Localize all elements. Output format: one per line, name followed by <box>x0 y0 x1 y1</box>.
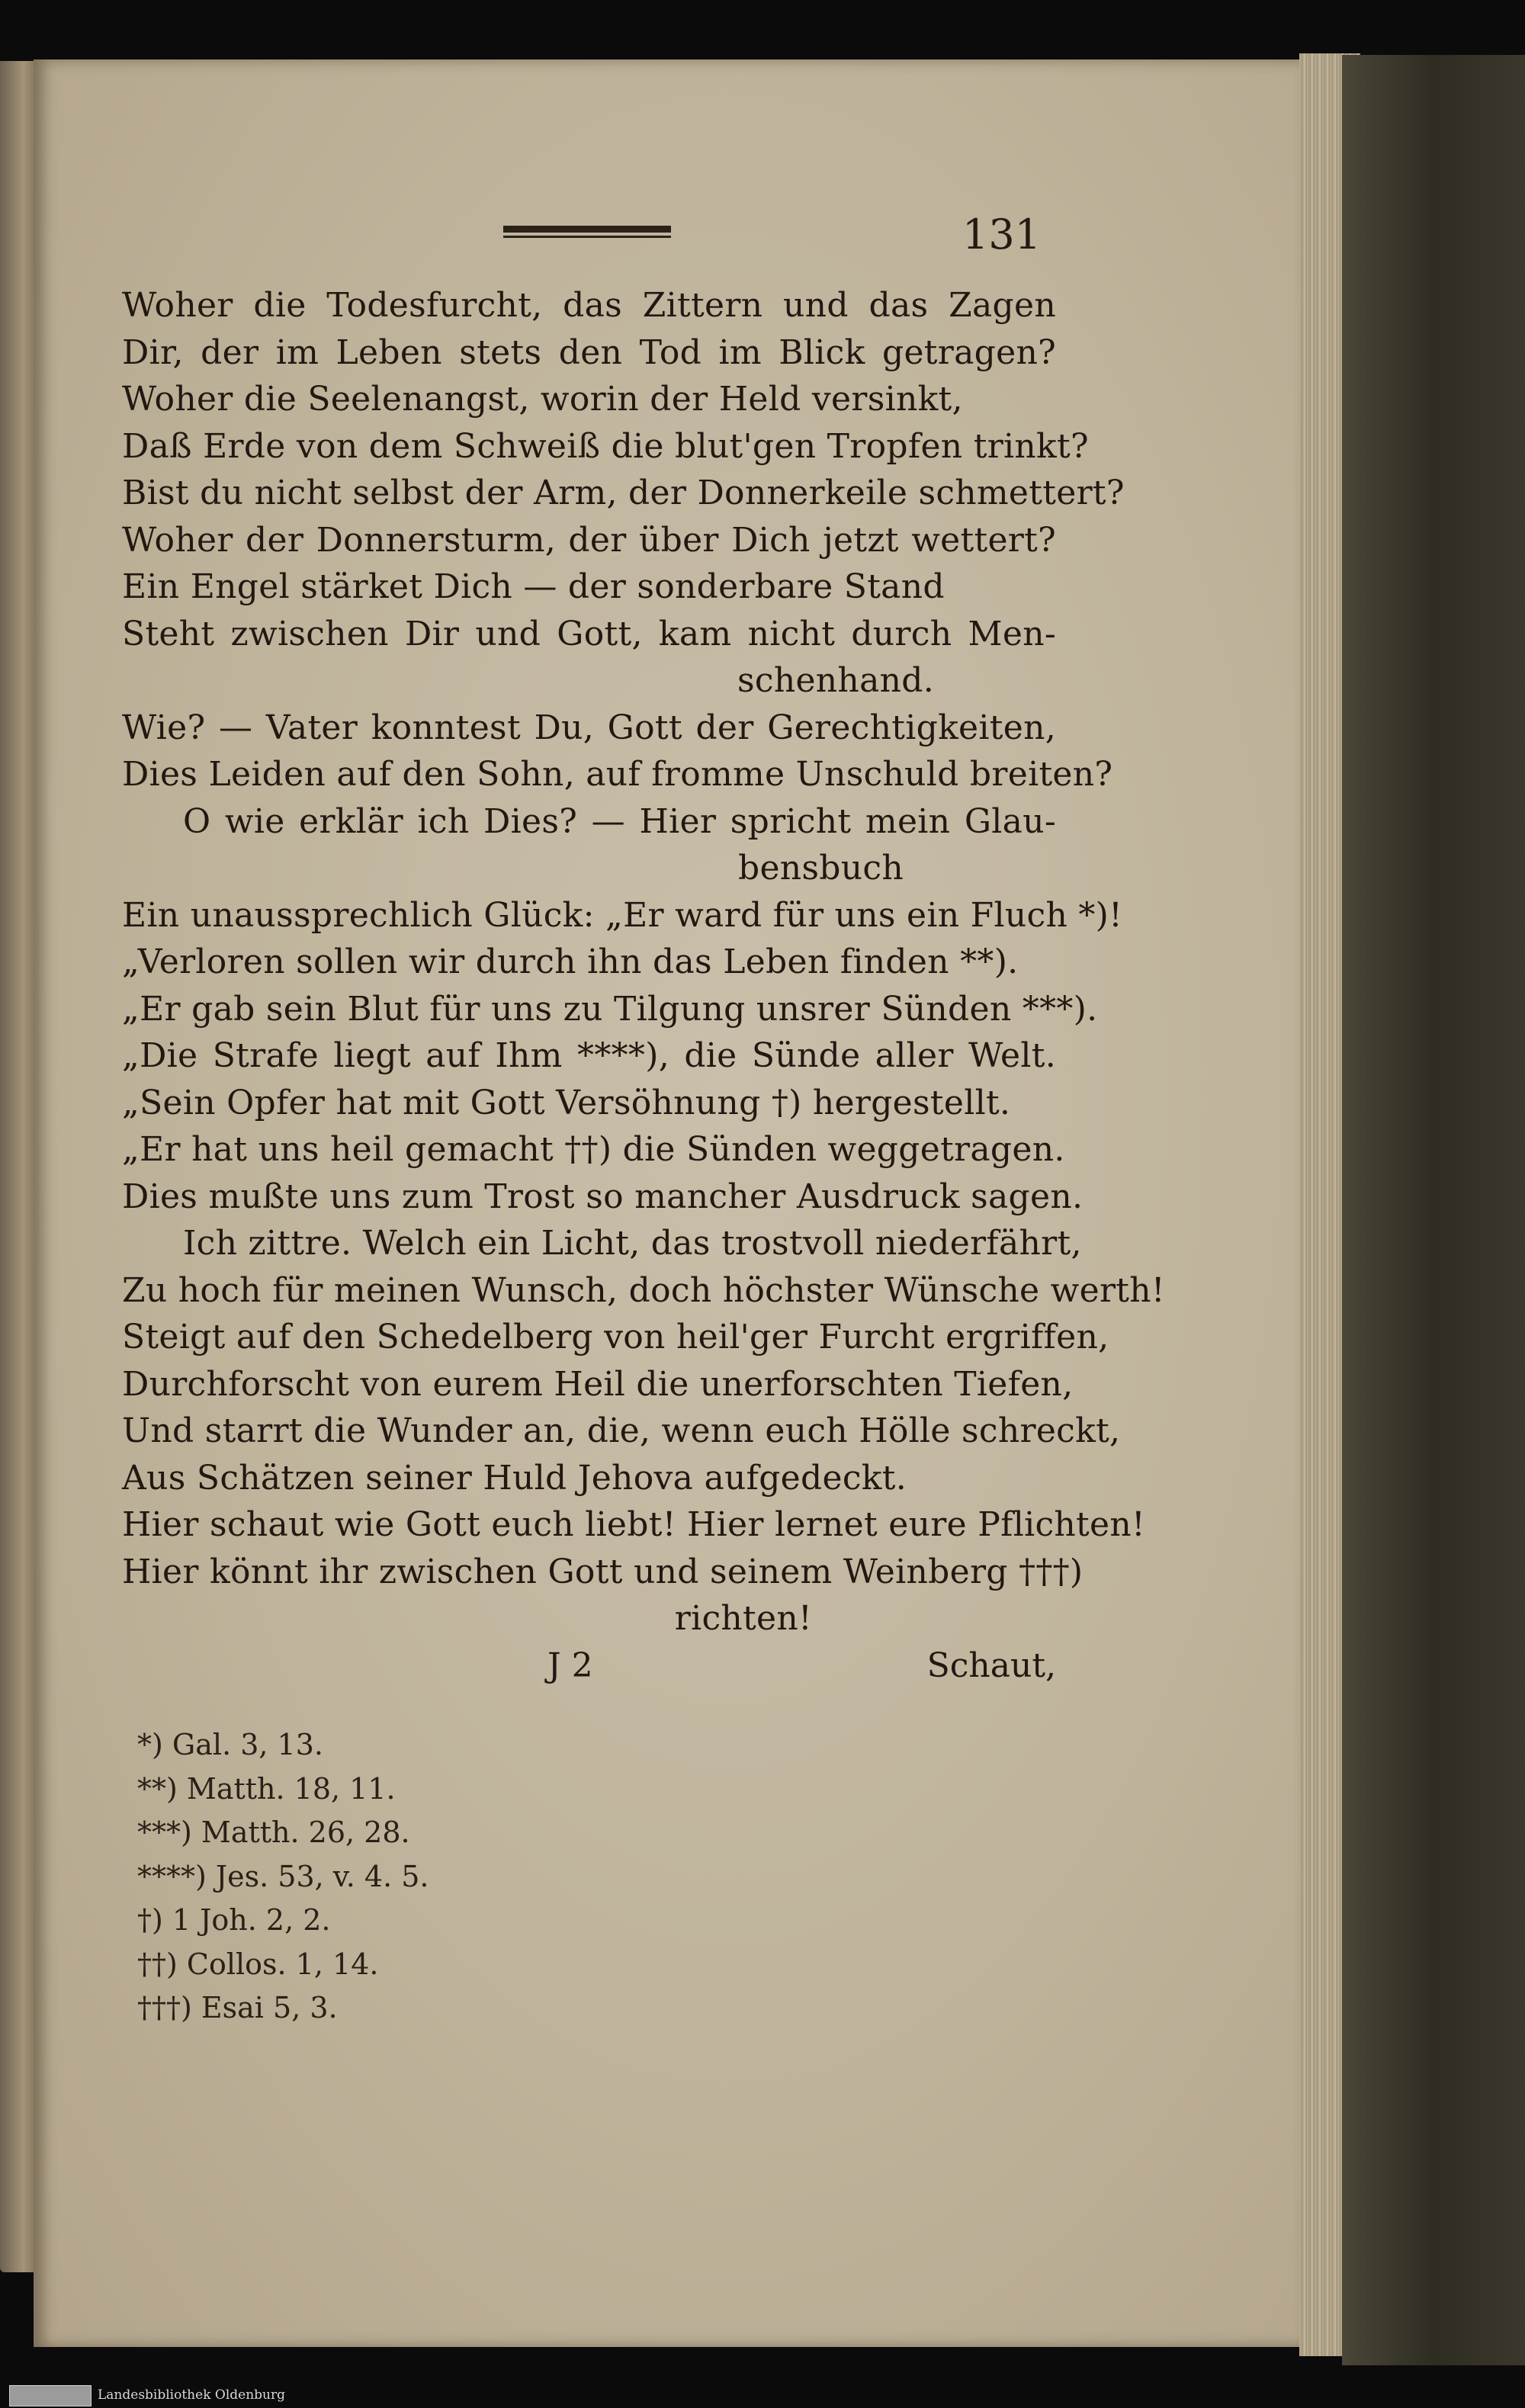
footnote: †) 1 Joh. 2, 2. <box>137 1903 331 1937</box>
poem-line: Wie? — Vater konntest Du, Gott der Gerechtigkeiten, <box>122 708 1056 747</box>
poem-line: Steigt auf den Schedelberg von heil'ger Furcht ergriffen, <box>122 1318 1109 1357</box>
poem-line: Hier könnt ihr zwischen Gott und seinem Weinberg †††) <box>122 1552 1084 1591</box>
poem-line: Dir, der im Leben stets den Tod im Blick getragen? <box>122 332 1056 372</box>
poem-line: „Die Strafe liegt auf Ihm ****), die Sünde aller Welt. <box>122 1036 1056 1075</box>
footnotes <box>137 1723 429 2031</box>
poem-line-runover: richten! <box>674 1599 812 1638</box>
poem-line: Hier schaut wie Gott euch liebt! Hier lernet eure Pflichten! <box>122 1505 1145 1544</box>
poem-line: Und starrt die Wunder an, die, wenn euch Hölle schreckt, <box>122 1411 1121 1450</box>
poem-line: Ich zittre. Welch ein Licht, das trostvoll niederfährt, <box>183 1224 1082 1263</box>
page-number: 131 <box>962 210 1042 258</box>
poem-line: Ein unaussprechlich Glück: „Er ward für uns ein Fluch *)! <box>122 895 1123 935</box>
poem-line-runover: bensbuch <box>737 849 904 888</box>
poem-line: Bist du nicht selbst der Arm, der Donnerkeile schmettert? <box>122 474 1125 512</box>
signature-mark: J 2 <box>547 1645 593 1685</box>
poem-line: Steht zwischen Dir und Gott, kam nicht durch Men- <box>122 614 1056 653</box>
book-cover <box>1342 55 1525 2365</box>
footnote: †††) Esai 5, 3. <box>137 1991 338 2024</box>
poem-line: „Sein Opfer hat mit Gott Versöhnung †) hergestellt. <box>122 1083 1011 1122</box>
library-name: Landesbibliothek Oldenburg <box>98 2387 286 2403</box>
poem-line: Ein Engel stärket Dich — der sonderbare Stand <box>122 567 945 606</box>
header-rule <box>503 226 671 238</box>
poem-line: Daß Erde von dem Schweiß die blut'gen Tropfen trinkt? <box>122 426 1089 466</box>
poem-body <box>122 282 1165 1689</box>
poem-line: „Er gab sein Blut für uns zu Tilgung unsrer Sünden ***). <box>122 989 1098 1029</box>
footnote: ****) Jes. 53, v. 4. 5. <box>137 1859 429 1893</box>
poem-line: Durchforscht von eurem Heil die unerforschten Tiefen, <box>122 1364 1074 1404</box>
footnote: **) Matth. 18, 11. <box>137 1771 396 1806</box>
poem-line: „Verloren sollen wir durch ihn das Leben finden **). <box>122 942 1019 981</box>
poem-line: O wie erklär ich Dies? — Hier spricht mein Glau- <box>183 801 1056 841</box>
poem-line: Zu hoch für meinen Wunsch, doch höchster Wünsche werth! <box>122 1270 1165 1310</box>
catchword: Schaut, <box>926 1645 1056 1685</box>
poem-line: Woher die Todesfurcht, das Zittern und das Zagen <box>122 286 1056 325</box>
signature-row <box>122 1642 1056 1690</box>
poem-line-runover: schenhand. <box>737 661 934 700</box>
poem-line: Woher die Seelenangst, worin der Held versinkt, <box>122 380 963 419</box>
poem-line: Aus Schätzen seiner Huld Jehova aufgedeckt. <box>122 1458 907 1498</box>
library-logo-icon <box>9 2385 92 2406</box>
footnote: ***) Matth. 26, 28. <box>137 1816 410 1849</box>
footnote: ††) Collos. 1, 14. <box>137 1947 379 1981</box>
poem-line: Dies Leiden auf den Sohn, auf fromme Unschuld breiten? <box>122 755 1113 794</box>
facing-page-edge <box>0 61 34 2272</box>
footnote: *) Gal. 3, 13. <box>137 1728 323 1761</box>
poem-line: Woher der Donnersturm, der über Dich jetzt wettert? <box>122 520 1056 560</box>
poem-line: „Er hat uns heil gemacht ††) die Sünden weggetragen. <box>122 1130 1065 1169</box>
poem-line: Dies mußte uns zum Trost so mancher Ausdruck sagen. <box>122 1177 1084 1216</box>
